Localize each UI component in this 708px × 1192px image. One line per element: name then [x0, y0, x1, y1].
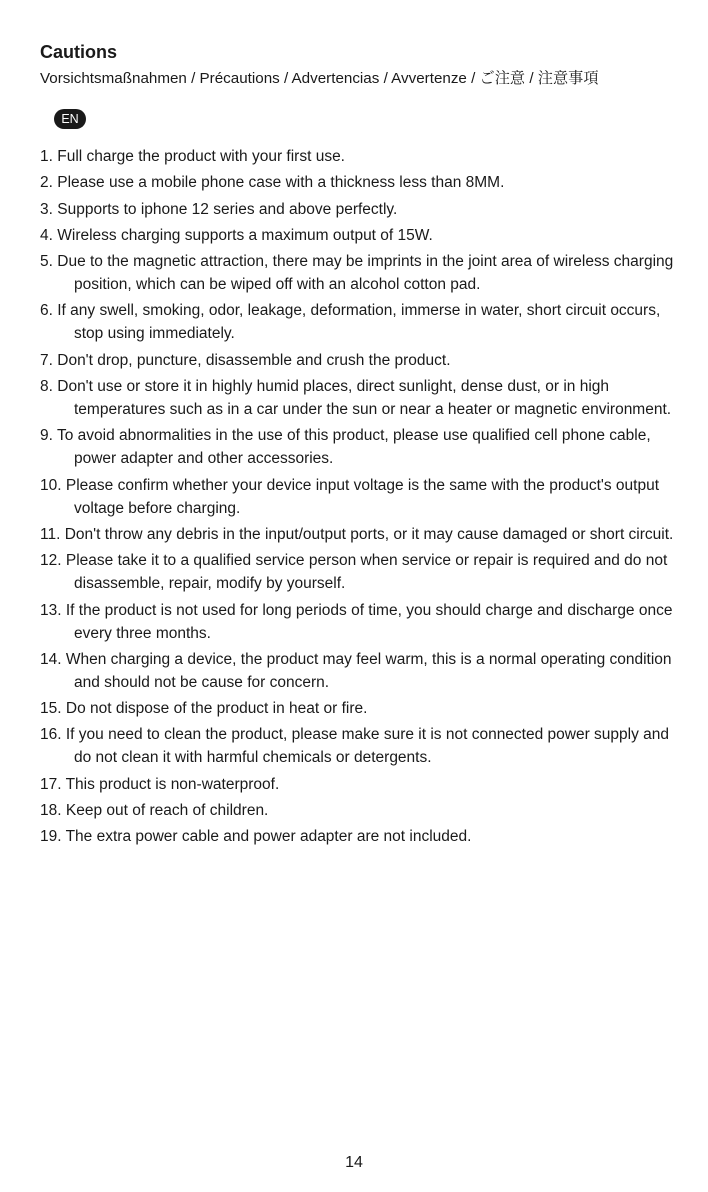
caution-item	[40, 549, 680, 595]
caution-text: Don't use or store it in highly humid places, direct sunlight, dense dust, or in high temperatures such as in a car under the sun or near a heater or magnetic environment.	[57, 378, 672, 419]
caution-text: Don't throw any debris in the input/output ports, or it may cause damaged or short circuit.	[64, 525, 674, 543]
caution-number: 3.	[40, 200, 53, 218]
language-badge: EN	[54, 109, 86, 129]
caution-number: 5.	[40, 253, 53, 271]
caution-text: Please confirm whether your device input voltage is the same with the product's output voltage before charging.	[65, 476, 660, 517]
caution-text: Please take it to a qualified service person when service or repair is required and do not disassemble, repair, modify by yourself.	[65, 552, 668, 593]
caution-text: Due to the magnetic attraction, there may be imprints in the joint area of wireless charging position, which can be wiped off with an alcohol cotton pad.	[57, 253, 674, 294]
caution-text: This product is non-waterproof.	[65, 775, 280, 793]
caution-item	[40, 599, 680, 645]
caution-item	[40, 299, 680, 345]
caution-item	[40, 474, 680, 520]
caution-text: When charging a device, the product may feel warm, this is a normal operating condition and should not be cause for concern.	[65, 650, 672, 691]
section-subtitle-translations: Vorsichtsmaßnahmen / Précautions / Advertencias / Avvertenze / ご注意 / 注意事項	[40, 70, 599, 87]
caution-number: 14.	[40, 650, 62, 668]
caution-text: Full charge the product with your first use.	[57, 148, 345, 165]
page-number: 14	[345, 1154, 363, 1171]
caution-text: Wireless charging supports a maximum output of 15W.	[57, 226, 433, 244]
caution-item	[40, 697, 680, 720]
caution-text: Keep out of reach of children.	[65, 802, 269, 820]
caution-text: Do not dispose of the product in heat or fire.	[65, 700, 368, 718]
caution-number: 8.	[40, 378, 53, 396]
caution-number: 15.	[40, 700, 62, 718]
caution-number: 4.	[40, 226, 53, 244]
caution-item	[40, 375, 680, 421]
caution-number: 19.	[40, 828, 62, 846]
caution-text: If any swell, smoking, odor, leakage, deformation, immerse in water, short circuit occurs, stop using immediately.	[57, 302, 661, 343]
caution-number: 9.	[40, 427, 53, 445]
caution-item	[40, 523, 680, 546]
caution-number: 13.	[40, 601, 62, 619]
caution-text: To avoid abnormalities in the use of this product, please use qualified cell phone cable, power adapter and other accessories.	[56, 427, 651, 468]
caution-item	[40, 424, 680, 470]
caution-number: 11.	[40, 525, 61, 543]
caution-item	[40, 349, 680, 372]
cautions-list	[40, 145, 680, 852]
caution-number: 16.	[40, 726, 62, 744]
caution-item	[40, 648, 680, 694]
caution-text: Please use a mobile phone case with a thickness less than 8MM.	[57, 174, 505, 192]
caution-text: If the product is not used for long periods of time, you should charge and discharge once every three months.	[65, 601, 673, 642]
caution-text: Supports to iphone 12 series and above perfectly.	[57, 200, 398, 218]
caution-number: 12.	[40, 552, 62, 570]
caution-item	[40, 250, 680, 296]
caution-number: 2.	[40, 174, 53, 192]
caution-number: 17.	[40, 775, 62, 793]
section-title: Cautions	[40, 42, 118, 62]
caution-text: Don't drop, puncture, disassemble and crush the product.	[57, 351, 451, 369]
caution-number: 18.	[40, 802, 62, 820]
caution-item	[40, 799, 680, 822]
caution-text: If you need to clean the product, please make sure it is not connected power supply and do not clean it with harmful chemicals or detergents.	[65, 726, 670, 767]
caution-item	[40, 171, 680, 194]
caution-text: The extra power cable and power adapter are not included.	[65, 828, 472, 846]
caution-number: 7.	[40, 351, 53, 369]
caution-number: 6.	[40, 302, 53, 320]
caution-item	[40, 145, 680, 168]
caution-item	[40, 825, 680, 848]
caution-number: 1.	[40, 148, 53, 165]
caution-number: 10.	[40, 476, 62, 494]
caution-item	[40, 198, 680, 221]
caution-item	[40, 773, 680, 796]
caution-item	[40, 224, 680, 247]
caution-item	[40, 723, 680, 769]
